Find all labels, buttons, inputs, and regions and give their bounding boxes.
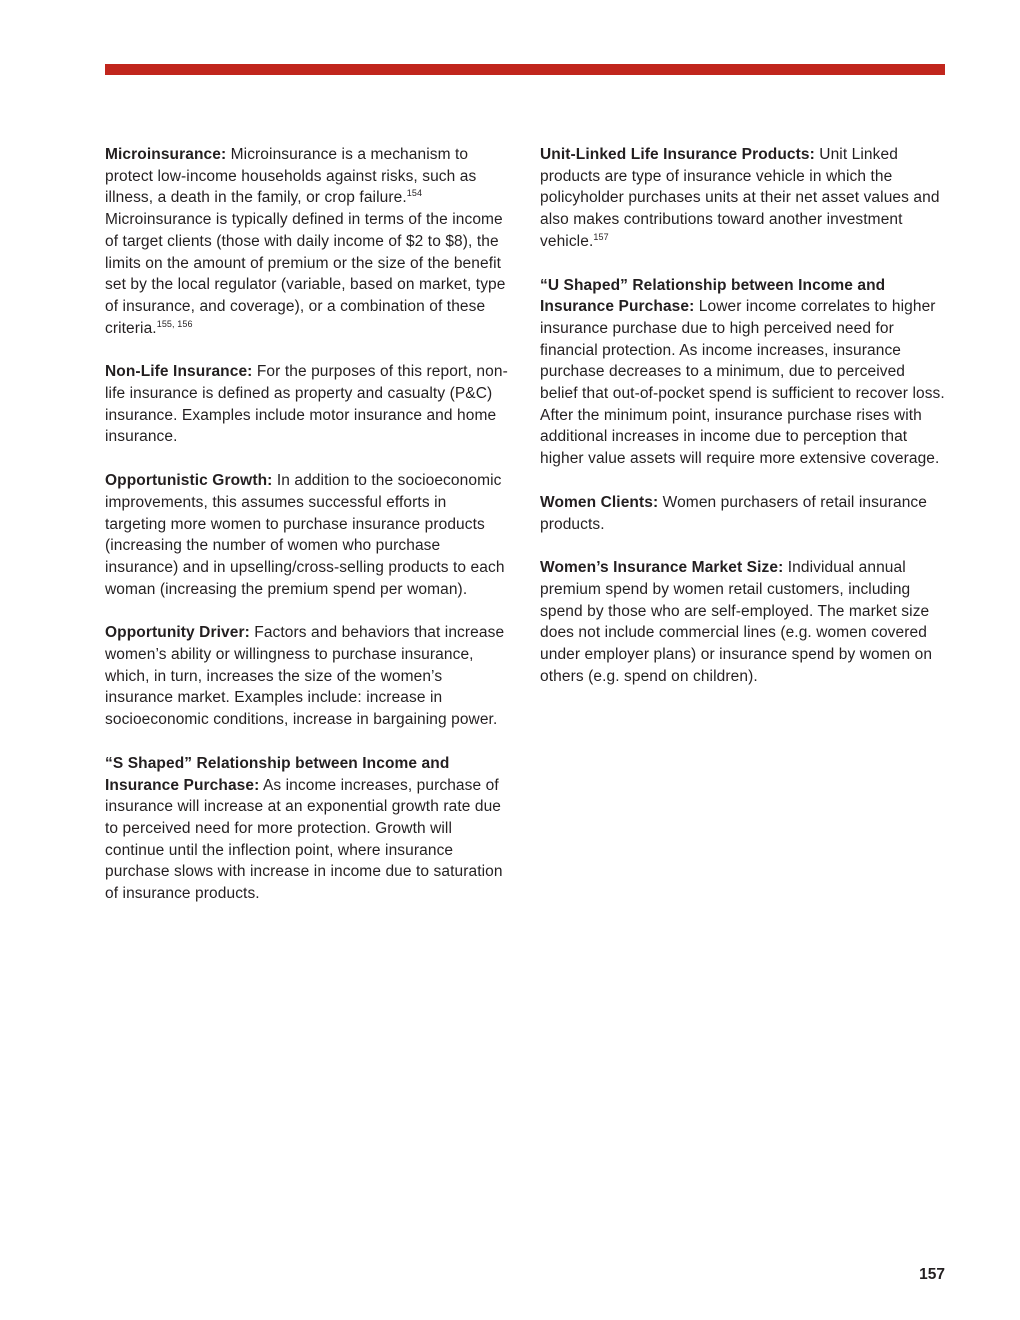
glossary-definition-text: Individual annual premium spend by women retail customers, including spend by those who are self-employed. The market size does not include commercial lines (e.g. women covered under employer plans) or insurance spend by women on others (e.g. spend on children). [540, 559, 933, 685]
glossary-definition-text: Unit Linked products are type of insurance vehicle in which the policyholder purchases units at their net asset values and also makes contributions toward another investment vehicle. [540, 146, 940, 250]
glossary-term: “S Shaped” Relationship between Income and Insurance Purchase: [105, 754, 450, 794]
glossary-definition-text: Women purchasers of retail insurance products. [540, 493, 927, 533]
glossary-term: Unit-Linked Life Insurance Products: [540, 146, 815, 163]
glossary-term: Non-Life Insurance: [105, 363, 253, 381]
glossary-term: Women’s Insurance Market Size: [540, 559, 784, 577]
glossary-definition-text: As income increases, purchase of insurance will increase at an exponential growth rate due to perceived need for more protection. Growth will continue until the inflection point, where insurance purchase slows with increase in income due to saturation of insurance products. [105, 776, 503, 903]
glossary-term: Opportunistic Growth: [105, 472, 273, 490]
glossary-term: Opportunity Driver: [105, 624, 250, 642]
glossary-entry [540, 144, 945, 253]
glossary-definition-text: Microinsurance is a mechanism to protect low-income households against risks, such as illness, a death in the family, or crop failure. [105, 146, 477, 207]
page-number: 157 [919, 1266, 945, 1283]
glossary-column-right [540, 144, 945, 927]
glossary-definition-text: Lower income correlates to higher insurance purchase due to high perceived need for financial protection. As income increases, insurance purchase decreases to a minimum, due to perceived belief that out-of-pocket spend is sufficient to recover loss. After the minimum point, insurance purchase rises with additional increases in income due to perception that higher value assets will require more extensive coverage. [540, 298, 945, 468]
glossary-term: “U Shaped” Relationship between Income and Insurance Purchase: [540, 276, 886, 316]
glossary-entry [105, 753, 510, 905]
glossary-term: Microinsurance: [105, 146, 227, 163]
glossary-entry [540, 492, 945, 535]
glossary-entry [105, 144, 510, 339]
glossary-entry [105, 470, 510, 600]
glossary-entry [540, 275, 945, 470]
glossary-entry [540, 557, 945, 687]
glossary-term: Women Clients: [540, 493, 659, 511]
glossary-definition-text: In addition to the socioeconomic improvements, this assumes successful efforts in targeting more women to purchase insurance products (increasing the number of women who purchase insurance) and in upselling/cross-selling products to each woman (increasing the premium spend per woman). [105, 472, 505, 598]
glossary-content [105, 144, 945, 927]
footnote-reference: 155, 156 [156, 318, 193, 329]
top-accent-rule [105, 64, 945, 75]
footnote-reference: 154 [406, 188, 423, 199]
footnote-reference: 157 [593, 231, 609, 242]
glossary-entry [105, 622, 510, 731]
glossary-definition-text: For the purposes of this report, non-life insurance is defined as property and casualty (P&C) insurance. Examples include motor insurance and home insurance. [105, 363, 508, 446]
glossary-column-left [105, 144, 510, 927]
glossary-entry [105, 361, 510, 448]
glossary-definition-text: Microinsurance is typically defined in terms of the income of target clients (those with daily income of $2 to $8), the limits on the amount of premium or the size of the benefit set by the local regulator (variable, based on market, type of insurance, and coverage), or a combination of these criteria. [105, 211, 506, 337]
glossary-definition-text: Factors and behaviors that increase women’s ability or willingness to purchase insurance, which, in turn, increases the size of the women’s insurance market. Examples include: increase in socioeconomic conditions, increase in bargaining power. [105, 624, 505, 729]
